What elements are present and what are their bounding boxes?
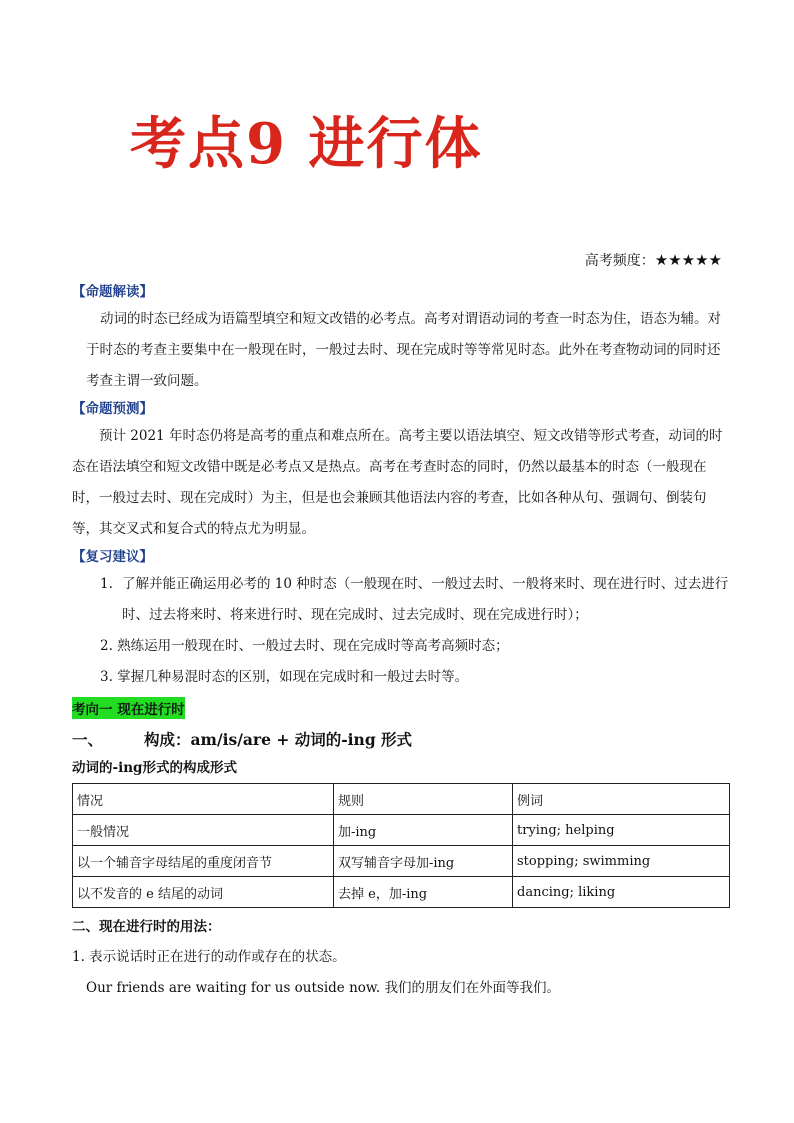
usage-example: Our friends are waiting for us outside now. 我们的朋友们在外面等我们。 [86,980,560,996]
frequency-stars: ★★★★★ [654,251,722,269]
interpret-text: 动词的时态已经成为语篇型填空和短文改错的必考点。高考对谓语动词的考查一时态为住，语态为辅。对于时态的考查主要集中在一般现在时，一般过去时、现在完成时等等常见时态。此外在考查物动词的同时还考查主谓一致问题。 [86,311,721,389]
list-item-number: 1. [100,576,113,592]
list-item-text: 掌握几种易混时态的区别，如现在完成时和一般过去时等。 [117,669,469,685]
table-header-cell: 规则 [334,784,513,815]
ing-form-table [72,783,730,908]
list-item [72,662,732,693]
table-row [73,877,730,908]
frequency-label: 高考频度： [584,253,655,269]
table-cell: 去掉 e，加-ing [334,877,513,908]
table-cell: 一般情况 [73,815,334,846]
table-cell: trying; helping [513,815,730,846]
formation-number: 一、 [72,730,104,749]
table-cell: stopping; swimming [513,846,730,877]
review-list [72,569,732,693]
interpret-heading: 【命题解读】 [72,284,153,300]
predict-text: 预计 2021 年时态仍将是高考的重点和难点所在。高考主要以语法填空、短文改错等形式考查，动词的时态在语法填空和短文改错中既是必考点又是热点。高考在考查时态的同时，仍然以最基本的时态（一般现在时，一般过去时、现在完成时）为主，但是也会兼顾其他语法内容的考查，比如各种从句、强调句、倒装句等，其交叉式和复合式的特点尤为明显。 [72,428,723,537]
list-item [72,631,732,662]
usage-point: 1. 表示说话时正在进行的动作或存在的状态。 [72,949,346,965]
table-cell: 双写辅音字母加-ing [334,846,513,877]
table-cell: 加-ing [334,815,513,846]
list-item-text: 了解并能正确运用必考的 10 种时态（一般现在时、一般过去时、一般将来时、现在进行时、过去进行时、过去将来时、将来进行时、现在完成时、过去完成时、现在完成进行时）； [122,576,729,623]
ing-form-heading: 动词的-ing形式的构成形式 [72,760,237,776]
list-item [72,569,732,631]
exam-frequency [585,250,722,270]
review-heading: 【复习建议】 [72,549,153,565]
list-item-text: 熟练运用一般现在时、一般过去时、现在完成时等高考高频时态； [117,638,509,654]
formation-text: 构成：am/is/are + 动词的-ing 形式 [144,730,413,749]
predict-heading: 【命题预测】 [72,401,153,417]
usage-heading: 二、现在进行时的用法： [72,919,221,935]
table-header-cell: 例词 [513,784,730,815]
table-row [73,846,730,877]
table-cell: 以一个辅音字母结尾的重度闭音节 [73,846,334,877]
table-header-row [73,784,730,815]
page-title: 考点9 进行体 [130,111,483,177]
formation-heading [72,725,732,755]
table-row [73,815,730,846]
list-item-number: 3. [100,669,113,685]
main-content [72,280,732,1004]
list-item-number: 2. [100,638,113,654]
table-cell: dancing; liking [513,877,730,908]
topic-label: 考向一 现在进行时 [72,697,185,719]
table-header-cell: 情况 [73,784,334,815]
table-cell: 以不发音的 e 结尾的动词 [73,877,334,908]
